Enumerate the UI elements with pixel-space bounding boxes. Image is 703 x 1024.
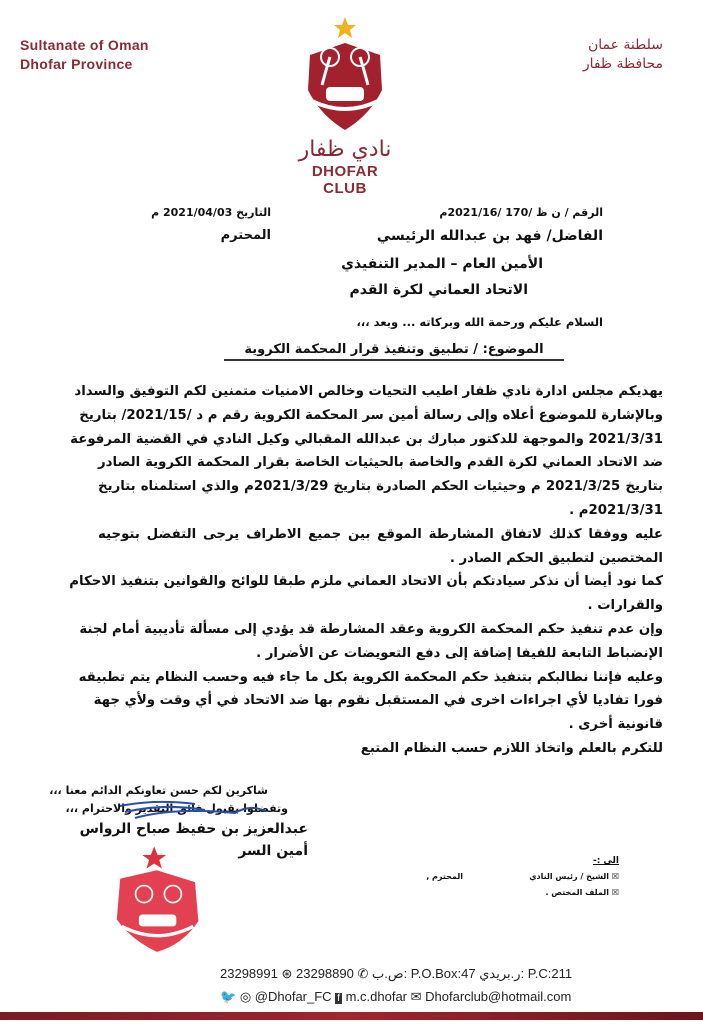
social-handle[interactable]: @Dhofar_FC xyxy=(254,989,332,1004)
email-icon: ✉ xyxy=(410,989,422,1004)
handwritten-signature xyxy=(115,798,275,822)
instagram-icon: ◎ xyxy=(239,989,252,1004)
body-line: والقرارات . xyxy=(587,598,663,614)
body-line: بتاريخ 2021/3/25 م وحيثيات الحكم الصادرة بتاريخ 2021/3/29م والذي استلمناه بتاريخ xyxy=(98,479,664,495)
country-ar: سلطنة عمان xyxy=(587,37,663,53)
body-line: للتكرم بالعلم واتخاذ اللازم حسب النظام المتبع xyxy=(360,740,663,756)
phone-icon: ✆ xyxy=(357,966,369,981)
cc-item-label: الملف المختص . xyxy=(545,888,610,897)
body-line: وبالإشارة للموضوع أعلاه وإلى رسالة أمين سر المحكمة الكروية رقم م د /2021/15/ بتاريخ xyxy=(79,407,663,423)
letter-subject: الموضوع: / تطبيق وتنفيذ قرار المحكمة الكروية xyxy=(224,342,564,361)
body-line: 2021/3/31 والموجهة للدكتور مبارك بن عبدالله المقبالي وكيل النادي في القضية المرفوعة xyxy=(70,431,663,447)
contact-line xyxy=(220,966,572,982)
letter-body xyxy=(69,380,664,761)
recipient-title: الأمين العام – المدير التنفيذي xyxy=(341,256,543,272)
province-en: Dhofar Province xyxy=(20,56,133,72)
body-line: المختصين لتطبيق الحكم الصادر . xyxy=(449,550,663,566)
facebook-page[interactable]: m.c.dhofar xyxy=(345,989,408,1004)
body-line: الإنضباط التابعة للفيفا إضافة إلى دفع التعويضات عن الأضرار . xyxy=(256,645,663,661)
footer-bar xyxy=(0,1012,703,1020)
signatory-name: عبدالعزيز بن حفيظ صباح الرواس xyxy=(79,821,308,837)
email-address[interactable]: Dhofarclub@hotmail.com xyxy=(425,989,572,1004)
cc-heading: الى :- xyxy=(592,856,619,866)
body-line: كما نود أيضا أن نذكر سيادتكم بأن الاتحاد العماني ملزم طبقا للوائح والقوانين بتنفيذ الاحكام xyxy=(69,574,663,590)
letterhead-arabic xyxy=(583,36,663,74)
country-en: Sultanate of Oman xyxy=(20,37,149,53)
closing-line-1: شاكرين لكم حسن تعاونكم الدائم معنا ،،، xyxy=(49,784,268,797)
recipient-organization: الاتحاد العماني لكرة القدم xyxy=(349,282,528,298)
club-name-arabic: نادي ظفار xyxy=(298,137,392,162)
body-line: يهديكم مجلس ادارة نادي ظفار اطيب التحيات وخالص الامنيات متمنين لكم التوفيق والسداد xyxy=(74,384,663,399)
body-line: وإن عدم تنفيذ حكم المحكمة الكروية وعقد المشارطة قد يؤدي إلى مسألة تأديبية أمام لجنة xyxy=(79,621,663,637)
closing-line-2: وتفضلوا بقبول فائق التقدير والاحترام ،،، xyxy=(65,802,288,815)
cc-item: ☒ الشيخ / رئيس النادي xyxy=(529,872,619,881)
phone-number: 23298890 xyxy=(296,966,354,981)
club-stamp-icon xyxy=(110,844,212,956)
letter-date: التاريخ 2021/04/03 م xyxy=(151,206,271,219)
club-crest-icon xyxy=(290,15,400,133)
cc-honorific: المحترم , xyxy=(426,872,463,881)
club-name-english: DHOFAR CLUB xyxy=(311,163,379,197)
body-line: ضد الاتحاد العماني لكرة القدم والخاصة بالحيثيات الخاصة بقرار المحكمة الكروية الصادر xyxy=(98,455,663,471)
recipient-name: الفاضل/ فهد بن عبدالله الرئيسي xyxy=(376,228,603,244)
twitter-icon: 🐦 xyxy=(220,989,237,1004)
body-line: عليه ووفقا كذلك لاتفاق المشارطة الموقع بين جميع الاطراف يرجى التفضل بتوجيه xyxy=(98,526,663,542)
postal-code: ر.بريدي: P.C:211 xyxy=(479,966,573,981)
social-line xyxy=(220,989,571,1005)
fax-number: 23298991 xyxy=(220,966,278,981)
greeting: السلام عليكم ورحمة الله وبركاته ... وبعد ،،، xyxy=(356,315,603,329)
cc-item: ☒ الملف المختص . xyxy=(545,888,619,897)
recipient-honorific: المحترم xyxy=(220,228,271,243)
reference-number: الرقم / ن ظ /170 /2021/16م xyxy=(439,206,603,219)
province-ar: محافظة ظفار xyxy=(582,56,663,72)
facebook-icon: f xyxy=(337,993,340,1004)
body-line: فورا تفاديا لأي اجراءات اخرى في المستقبل نقوم بها ضد الاتحاد في أي وقت ولأي جهة xyxy=(93,693,663,709)
fax-icon: ⊛ xyxy=(281,966,293,981)
cc-item-label: الشيخ / رئيس النادي xyxy=(529,872,610,881)
body-line: 2021/3/31م . xyxy=(569,502,663,518)
body-line: وعليه فإننا نطالبكم بتنفيذ حكم المحكمة الكروية بكل ما جاء فيه وحسب النظام يتم تطبيقه xyxy=(78,669,663,685)
club-logo xyxy=(290,15,400,197)
po-box: ص.ب: P.O.Box:47 xyxy=(372,966,476,981)
body-line: قانونية أخرى . xyxy=(568,717,663,733)
signatory-title: أمين السر xyxy=(238,843,308,859)
letterhead-english xyxy=(20,36,149,74)
